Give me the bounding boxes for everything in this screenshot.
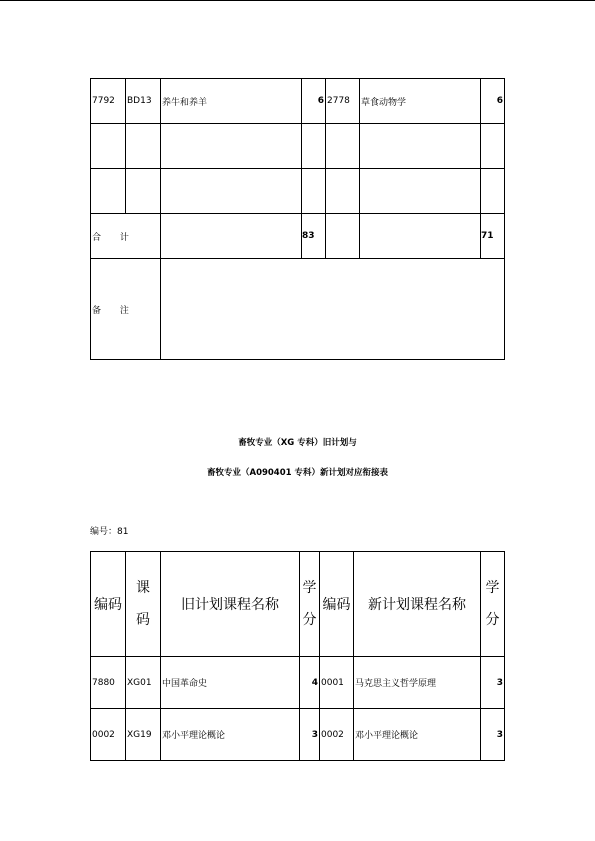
header-course-code <box>126 552 161 657</box>
empty-cell <box>302 124 326 169</box>
document-number: 编号：81 <box>90 527 129 537</box>
code-cell: 7792 <box>91 79 126 124</box>
header-old-credit-top: 学 <box>302 580 317 596</box>
empty-cell <box>326 169 360 214</box>
remark-row <box>91 259 505 360</box>
remark-content <box>161 259 505 360</box>
course-code-cell: BD13 <box>126 79 161 124</box>
empty-cell <box>161 169 302 214</box>
header-new-credit-top: 学 <box>485 580 500 596</box>
new-course-name-cell: 马克思主义哲学原理 <box>354 657 481 709</box>
empty-cell <box>91 169 126 214</box>
header-code: 编码 <box>91 552 126 657</box>
header-course-code-bottom: 码 <box>136 612 150 628</box>
empty-cell <box>481 169 505 214</box>
old-course-name-cell: 养牛和养羊 <box>161 79 302 124</box>
header-course-code-top: 课 <box>136 580 150 596</box>
table-row <box>91 79 505 124</box>
table-row <box>91 709 505 761</box>
remark-label: 备 注 <box>91 259 161 360</box>
header-new-course-name: 新计划课程名称 <box>354 552 481 657</box>
empty-cell <box>302 169 326 214</box>
empty-cell <box>360 214 481 259</box>
course-code-cell: XG01 <box>126 657 161 709</box>
header-old-credit <box>300 552 320 657</box>
header-new-credit-bottom: 分 <box>485 612 500 628</box>
header-row <box>91 552 505 657</box>
new-credit-cell: 3 <box>481 657 505 709</box>
empty-cell <box>91 124 126 169</box>
empty-cell <box>326 214 360 259</box>
mapping-table <box>90 551 505 761</box>
total-label: 合 计 <box>91 214 161 259</box>
new-code-cell: 0002 <box>320 709 354 761</box>
total-old-credit: 83 <box>302 214 326 259</box>
empty-cell <box>126 124 161 169</box>
new-code-cell: 0001 <box>320 657 354 709</box>
empty-cell <box>360 169 481 214</box>
new-credit-cell: 6 <box>481 79 505 124</box>
table-row <box>91 657 505 709</box>
empty-cell <box>161 124 302 169</box>
header-new-credit <box>481 552 505 657</box>
total-new-credit: 71 <box>481 214 505 259</box>
header-old-credit-bottom: 分 <box>302 612 317 628</box>
table-row-empty <box>91 169 505 214</box>
new-code-cell: 2778 <box>326 79 360 124</box>
empty-cell <box>360 124 481 169</box>
table-row-empty <box>91 124 505 169</box>
old-credit-cell: 4 <box>300 657 320 709</box>
document-title-line1: 畜牧专业（XG 专科）旧计划与 <box>238 438 357 448</box>
page-top-rule <box>0 0 595 1</box>
header-old-course-name: 旧计划课程名称 <box>161 552 300 657</box>
old-credit-cell: 6 <box>302 79 326 124</box>
old-course-name-cell: 邓小平理论概论 <box>161 709 300 761</box>
old-course-name-cell: 中国革命史 <box>161 657 300 709</box>
document-title-line2: 畜牧专业（A090401 专科）新计划对应衔接表 <box>206 468 389 478</box>
code-cell: 7880 <box>91 657 126 709</box>
header-new-code: 编码 <box>320 552 354 657</box>
course-code-cell: XG19 <box>126 709 161 761</box>
empty-cell <box>161 214 302 259</box>
new-course-name-cell: 草食动物学 <box>360 79 481 124</box>
total-row <box>91 214 505 259</box>
code-cell: 0002 <box>91 709 126 761</box>
empty-cell <box>326 124 360 169</box>
empty-cell <box>126 169 161 214</box>
new-course-name-cell: 邓小平理论概论 <box>354 709 481 761</box>
old-credit-cell: 3 <box>300 709 320 761</box>
new-credit-cell: 3 <box>481 709 505 761</box>
mapping-table-continued <box>90 78 505 360</box>
empty-cell <box>481 124 505 169</box>
